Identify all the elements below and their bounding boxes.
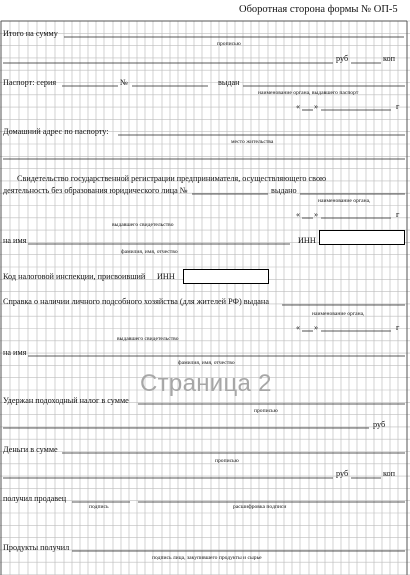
quote-close-2: »: [314, 210, 319, 219]
inn-input-box[interactable]: [319, 230, 405, 245]
certificate-day-field[interactable]: [302, 209, 313, 218]
rub-label-2: руб: [373, 420, 386, 429]
certificate-holder-name-field[interactable]: [28, 235, 290, 244]
money-kop-field[interactable]: [351, 469, 381, 478]
passport-day-field[interactable]: [302, 101, 313, 110]
page-watermark: Страница 2: [140, 370, 272, 397]
tax-withheld-words-field[interactable]: [3, 419, 369, 428]
total-label: Итого на сумму: [3, 29, 58, 38]
tax-code-label: Код налоговой инспекции, присвоивший: [3, 272, 146, 281]
in-name-label-2: на имя: [3, 348, 27, 357]
quote-close-3: »: [314, 323, 319, 332]
total-amount-words-field[interactable]: [3, 54, 333, 63]
money-label: Деньги в сумме: [3, 445, 58, 454]
year-label-3: г: [396, 323, 400, 332]
certificate-text-2: деятельность без образования юридического лица №: [3, 186, 188, 195]
passport-series-field[interactable]: [62, 77, 118, 86]
money-amount-field[interactable]: [62, 444, 405, 453]
buyer-signature-field[interactable]: [72, 542, 405, 551]
seller-signature-field[interactable]: [72, 493, 130, 502]
form-header: Оборотная сторона формы № ОП-5: [239, 4, 398, 15]
passport-issued-label: выдан: [218, 78, 240, 87]
in-words-caption-3: прописью: [215, 458, 239, 464]
quote-open-3: «: [296, 323, 301, 332]
buyer-signature-caption: подпись лица, закупившего продукты и сырье: [152, 555, 262, 561]
tax-withheld-amount-field[interactable]: [138, 395, 405, 404]
signature-decode-caption: расшифровка подписи: [233, 504, 287, 510]
tax-inn-label: ИНН: [157, 272, 175, 281]
passport-series-label: Паспорт: серия: [3, 78, 57, 87]
rub-label-3: руб: [336, 469, 349, 478]
certificate-month-year-field[interactable]: [321, 209, 391, 218]
org-name-caption-2: наименование органа,: [312, 311, 365, 317]
seller-label: получил продавец: [3, 494, 67, 503]
kop-label-3: коп: [383, 469, 396, 478]
rub-label: руб: [336, 54, 349, 63]
passport-number-field[interactable]: [132, 77, 208, 86]
plot-certificate-issuer-field[interactable]: [282, 296, 405, 305]
address-caption: место жительства: [231, 139, 274, 145]
fio-caption: фамилия, имя, отчество: [121, 249, 178, 255]
passport-issuer-caption: наименование органа, выдавшего паспорт: [258, 90, 359, 96]
in-words-caption-2: прописью: [254, 408, 278, 414]
plot-holder-name-field[interactable]: [28, 347, 405, 356]
seller-signature-decode-field[interactable]: [138, 493, 405, 502]
in-words-caption: прописью: [217, 41, 241, 47]
certificate-number-field[interactable]: [192, 185, 268, 194]
in-name-label: на имя: [3, 236, 27, 245]
plot-issuer-caption: выдавшего свидетельство: [117, 336, 179, 342]
total-amount-field[interactable]: [64, 28, 404, 37]
passport-number-label: №: [120, 78, 128, 87]
products-received-label: Продукты получил: [3, 543, 70, 552]
tax-withheld-label: Удержан подоходный налог в сумме: [3, 396, 129, 405]
certificate-issuer-field[interactable]: [300, 185, 405, 194]
quote-open: «: [296, 102, 301, 111]
year-label-2: г: [396, 210, 400, 219]
plot-month-year-field[interactable]: [321, 322, 391, 331]
quote-open-2: «: [296, 210, 301, 219]
address-field[interactable]: [118, 126, 405, 135]
kop-field[interactable]: [351, 54, 381, 63]
certificate-issued-label: выдано: [271, 186, 297, 195]
address-field-2[interactable]: [3, 150, 405, 159]
passport-issuer-field[interactable]: [243, 77, 405, 86]
fio-caption-2: фамилия, имя, отчество: [178, 360, 235, 366]
kop-label: коп: [383, 54, 396, 63]
passport-month-year-field[interactable]: [321, 101, 391, 110]
signature-caption: подпись: [89, 504, 109, 510]
certificate-text-1: Свидетельство государственной регистрации предпринимателя, осуществляющего свою: [17, 174, 327, 183]
tax-inn-input-box[interactable]: [183, 269, 269, 284]
year-label: г: [396, 102, 400, 111]
money-words-field[interactable]: [3, 469, 333, 478]
plot-certificate-label: Справка о наличии личного подсобного хозяйства (для жителей РФ) выдана: [3, 297, 269, 306]
inn-label: ИНН: [298, 236, 316, 245]
plot-day-field[interactable]: [302, 322, 313, 331]
org-name-caption: наименование органа,: [318, 198, 371, 204]
certificate-issuer-caption: выдавшего свидетельство: [112, 222, 174, 228]
address-label: Домашний адрес по паспорту:: [3, 127, 109, 136]
quote-close: »: [314, 102, 319, 111]
